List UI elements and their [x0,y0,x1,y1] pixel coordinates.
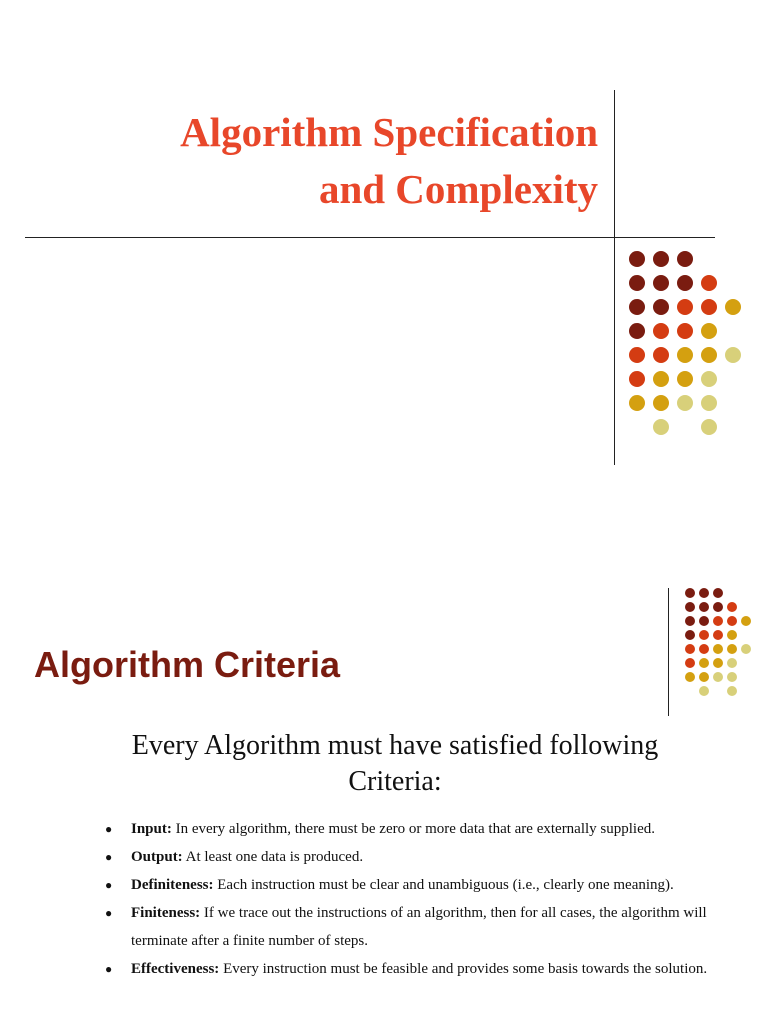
decorative-dot [629,299,645,315]
slide-1-title-line-1: Algorithm Specification [180,109,598,155]
slide-1-title [180,104,598,218]
decorative-dot [699,686,709,696]
decorative-dot [653,419,669,435]
bullet-icon: ● [105,850,113,864]
decorative-dot [701,323,717,339]
decorative-dot [713,672,723,682]
decorative-dot [713,630,723,640]
criteria-text: Each instruction must be clear and unambiguous (i.e., clearly one meaning). [217,877,674,893]
decorative-dot [629,323,645,339]
decorative-dot [701,419,717,435]
slide-1-title-line-2: and Complexity [318,166,598,212]
decorative-dot [701,347,717,363]
criteria-text: Every instruction must be feasible and provides some basis towards the solution. [223,961,708,977]
decorative-dot [699,616,709,626]
decorative-dot [701,275,717,291]
criteria-text: If we trace out the instructions of an algorithm, then for all cases, the algorithm will [203,905,707,921]
criteria-item-finiteness [103,899,733,955]
decorative-dot [699,644,709,654]
decorative-dot [701,371,717,387]
decorative-dot [685,602,695,612]
decorative-dot [629,371,645,387]
slide-1-vertical-divider [614,90,615,465]
decorative-dot [713,588,723,598]
decorative-dot [713,644,723,654]
slide-2-subtitle [70,728,720,800]
criteria-item-definiteness [103,871,733,899]
bullet-icon: ● [105,906,113,920]
decorative-dot [653,347,669,363]
criteria-text: In every algorithm, there must be zero or more data that are externally supplied. [175,821,656,837]
decorative-dot [677,347,693,363]
decorative-dot [685,672,695,682]
criteria-item-effectiveness [103,955,733,983]
bullet-icon: ● [105,878,113,892]
decorative-dot [727,686,737,696]
decorative-dot [727,602,737,612]
decorative-dot [727,644,737,654]
decorative-dot [653,371,669,387]
decorative-dot [677,371,693,387]
decorative-dot [653,275,669,291]
decorative-dot [677,395,693,411]
criteria-term: Finiteness: [131,905,201,921]
decorative-dot [699,588,709,598]
criteria-item-output [103,843,733,871]
decorative-dot [629,347,645,363]
slide-2-subtitle-line-2: Criteria: [348,766,442,797]
slide-2-subtitle-line-1: Every Algorithm must have satisfied following [131,730,659,761]
decorative-dot [629,275,645,291]
criteria-term: Output: [131,849,183,865]
bullet-icon: ● [105,822,113,836]
decorative-dot [727,630,737,640]
criteria-list [103,815,733,983]
decorative-dot [701,395,717,411]
decorative-dot [725,347,741,363]
slide-1-horizontal-divider [25,237,715,238]
criteria-term: Input: [131,821,172,837]
decorative-dot [677,251,693,267]
decorative-dot [653,323,669,339]
decorative-dot [677,323,693,339]
decorative-dot [699,630,709,640]
decorative-dot [741,644,751,654]
decorative-dot [713,602,723,612]
slide-2-title: Algorithm Criteria [34,644,341,685]
decorative-dot [699,672,709,682]
decorative-dot [629,251,645,267]
bullet-icon: ● [105,962,113,976]
decorative-dot [741,616,751,626]
decorative-dot [685,630,695,640]
decorative-dot [701,299,717,315]
criteria-text: At least one data is produced. [185,849,364,865]
decorative-dot [713,616,723,626]
decorative-dot [699,602,709,612]
decorative-dot [727,616,737,626]
criteria-term: Effectiveness: [131,961,220,977]
decorative-dot [677,299,693,315]
decorative-dot [677,275,693,291]
decorative-dot [629,395,645,411]
decorative-dot [727,658,737,668]
decorative-dot [727,672,737,682]
decorative-dot [685,644,695,654]
decorative-dot [685,616,695,626]
decorative-dot [699,658,709,668]
criteria-item-input [103,815,733,843]
criteria-text-continuation: terminate after a finite number of steps. [131,933,368,949]
decorative-dot [713,658,723,668]
decorative-dot [653,299,669,315]
decorative-dot [685,658,695,668]
decorative-dot [653,251,669,267]
slide-2-vertical-divider [668,588,669,716]
decorative-dot [653,395,669,411]
decorative-dot [685,588,695,598]
decorative-dot [725,299,741,315]
criteria-term: Definiteness: [131,877,214,893]
